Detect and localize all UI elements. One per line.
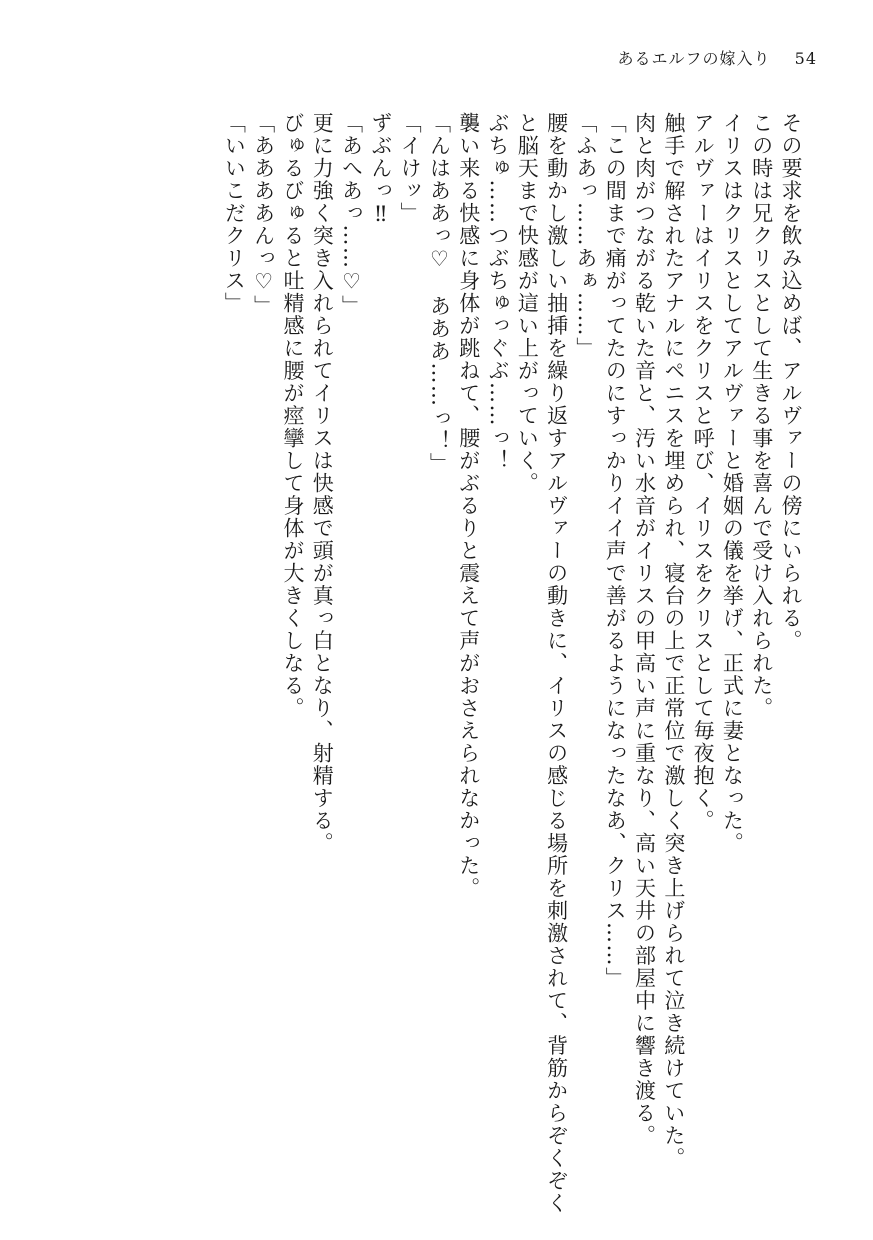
running-header (618, 46, 817, 69)
text-line: と脳天まで快感が這い上がっていく。 (515, 112, 540, 495)
text-line: アルヴァーはイリスをクリスと呼び、イリスをクリスとして毎夜抱く。 (691, 112, 716, 832)
dialogue-line: 「ああああんっ♡」 (251, 112, 276, 318)
text-line: 肉と肉がつながる乾いた音と、汚い水音がイリスの甲高い声に重なり、高い天井の部屋中に響き渡る。 (632, 112, 657, 1147)
text-line: ぶちゅ……つぶちゅっぐぶ……っ！ (486, 112, 511, 472)
dialogue-line: 「んはああっ♡ あああ……っ！」 (427, 112, 452, 475)
dialogue-line: 「ふあっ……あぁ……」 (573, 112, 598, 360)
text-line: 触手で解されたアナルにペニスを埋められ、寝台の上で正常位で激しく突き上げられて泣き続けていた。 (661, 112, 686, 1170)
dialogue-line: 「イけッ」 (398, 112, 423, 225)
text-line: この時は兄クリスとして生きる事を喜んで受け入れられた。 (749, 112, 774, 720)
dialogue-line: 「あへあっ……♡」 (339, 112, 364, 318)
text-line: 更に力強く突き入れられてイリスは快感で頭が真っ白となり、射精する。 (310, 112, 335, 855)
text-line: ずぶんっ‼ (368, 112, 393, 228)
book-title: あるエルフの嫁入り (617, 49, 771, 68)
dialogue-line: 「この間まで痛がってたのにすっかりイイ声で善がるようになったなあ、クリス……」 (603, 112, 628, 990)
text-line: 腰を動かし激しい抽挿を繰り返すアルヴァーの動きに、イリスの感じる場所を刺激されて、背筋からぞくぞく (544, 112, 569, 1215)
vertical-body-text (219, 112, 805, 1215)
text-line: 襲い来る快感に身体が跳ねて、腰がぶるりと震えて声がおさえられなかった。 (456, 112, 481, 900)
dialogue-line: 「いいこだクリス」 (222, 112, 247, 315)
page-number: 54 (794, 49, 817, 68)
text-line: その要求を飲み込めば、アルヴァーの傍にいられる。 (779, 112, 803, 652)
text-line: イリスはクリスとしてアルヴァーと婚姻の儀を挙げ、正式に妻となった。 (720, 112, 745, 855)
text-line: びゅるびゅると吐精感に腰が痙攣して身体が大きくしなる。 (280, 112, 305, 720)
